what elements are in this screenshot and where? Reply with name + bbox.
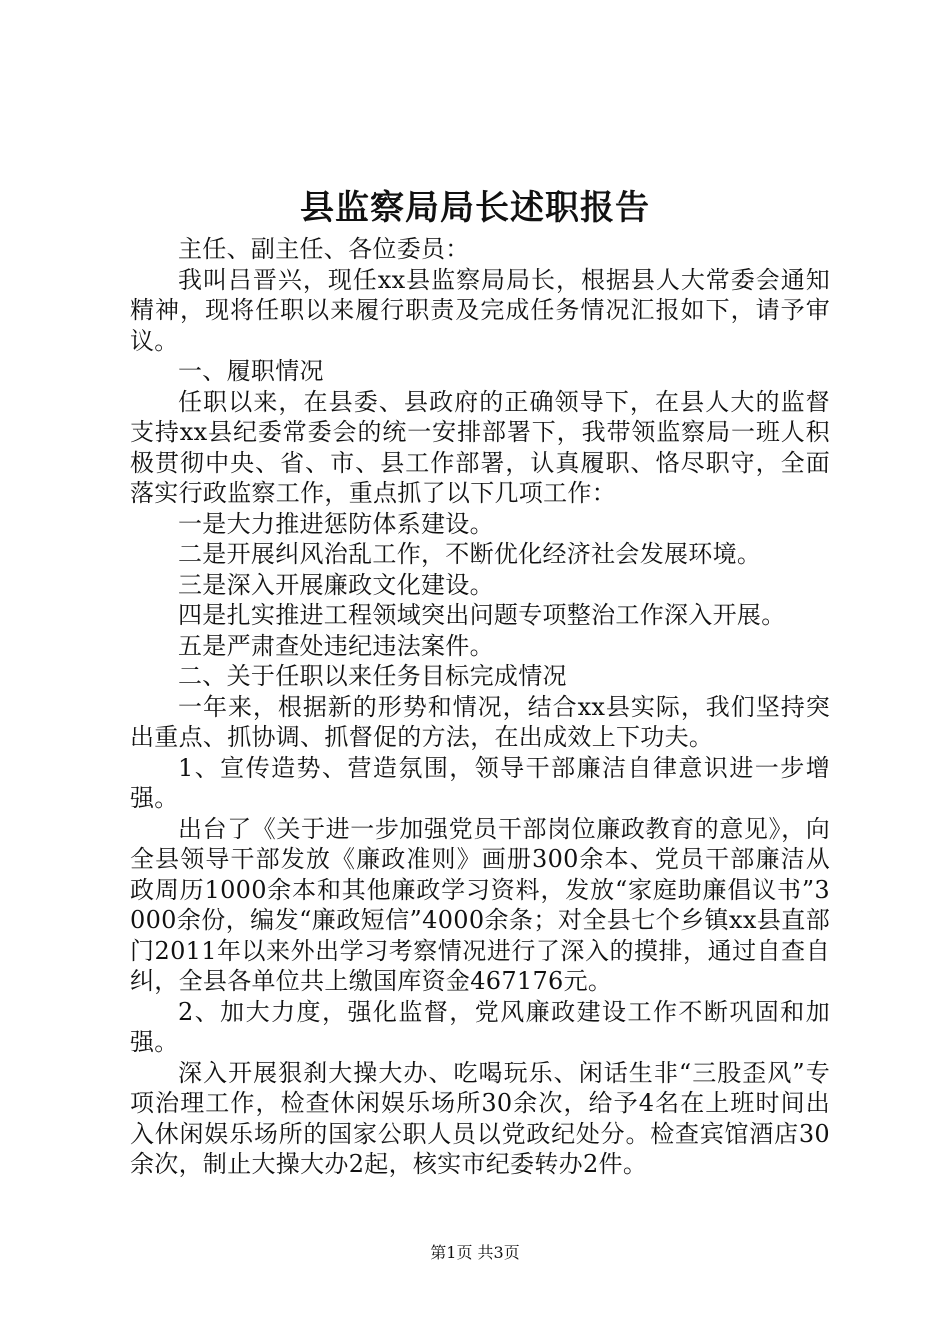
subsection-heading-2: 2、加大力度，强化监督，党风廉政建设工作不断巩固和加强。 (130, 997, 830, 1056)
work-item-5: 五是严肃查处违纪违法案件。 (178, 631, 494, 660)
work-item-2: 二是开展纠风治乱工作，不断优化经济社会发展环境。 (178, 540, 762, 568)
work-item-1: 一是大力推进惩防体系建设。 (178, 509, 494, 538)
supervision-detail-paragraph: 深入开展狠刹大操大办、吃喝玩乐、闲话生非“三股歪风”专项治理工作，检查休闲娱乐场所30余次，给予4名在上班时间出入休闲娱乐场所的国家公职人员以党政纪处分。检查宾馆酒店30余次，制止大操大办2起，核实市纪委转办2件。 (130, 1058, 830, 1178)
section-heading-1: 一、履职情况 (178, 357, 324, 385)
work-item-3: 三是深入开展廉政文化建设。 (178, 570, 494, 599)
work-item-4: 四是扎实推进工程领域突出问题专项整治工作深入开展。 (178, 601, 786, 629)
duty-overview-paragraph: 任职以来，在县委、县政府的正确领导下，在县人大的监督支持xx县纪委常委会的统一安排部署下，我带领监察局一班人积极贯彻中央、省、市、县工作部署，认真履职、恪尽职守，全面落实行政监察工作，重点抓了以下几项工作： (130, 387, 830, 507)
document-body (130, 234, 830, 1180)
page-footer: 第1页 共3页 (430, 1243, 520, 1262)
document-title: 县监察局局长述职报告 (300, 188, 650, 228)
section-heading-2: 二、关于任职以来任务目标完成情况 (178, 662, 567, 690)
salutation: 主任、副主任、各位委员： (178, 235, 470, 263)
intro-paragraph: 我叫吕晋兴，现任xx县监察局局长，根据县人大常委会通知精神，现将任职以来履行职责及完成任务情况汇报如下，请予审议。 (130, 265, 830, 355)
annual-summary-paragraph: 一年来，根据新的形势和情况，结合xx县实际，我们坚持突出重点、抓协调、抓督促的方法，在出成效上下功夫。 (130, 692, 830, 751)
publicity-detail-paragraph: 出台了《关于进一步加强党员干部岗位廉政教育的意见》，向全县领导干部发放《廉政准则》画册300余本、党员干部廉洁从政周历1000余本和其他廉政学习资料，发放“家庭助廉倡议书”3000余份，编发“廉政短信”4000余条；对全县七个乡镇xx县直部门2011年以来外出学习考察情况进行了深入的摸排，通过自查自纠，全县各单位共上缴国库资金467176元。 (130, 814, 830, 995)
subsection-heading-1: 1、宣传造势、营造氛围，领导干部廉洁自律意识进一步增强。 (130, 753, 830, 812)
